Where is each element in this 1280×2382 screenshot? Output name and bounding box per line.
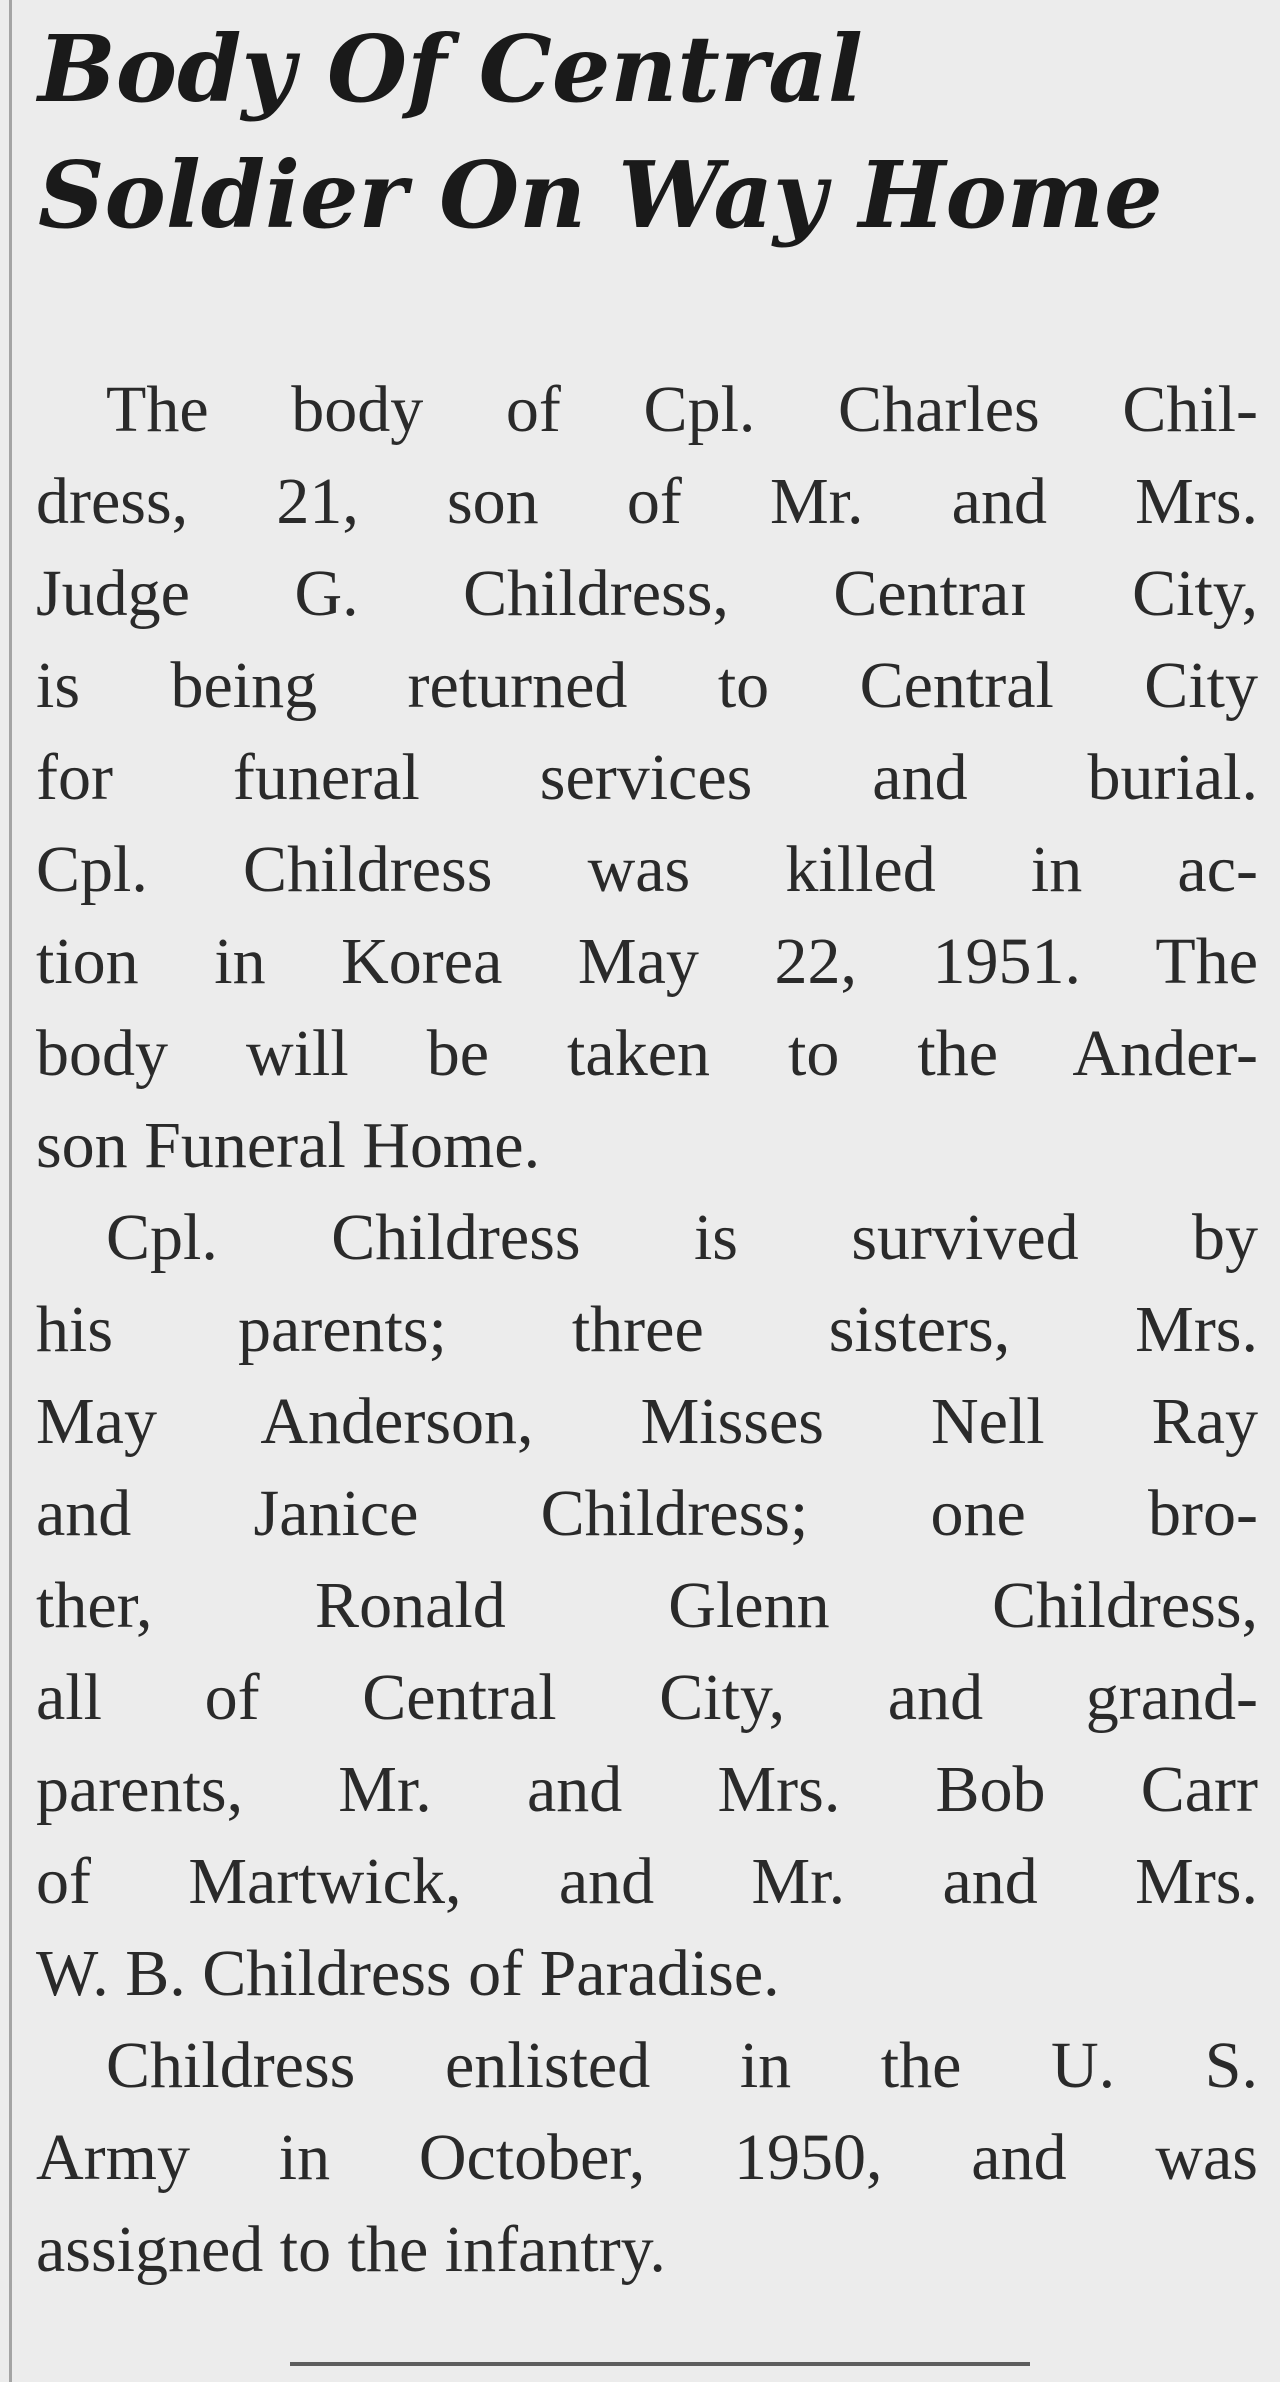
text-line: Childress enlisted in the U. S. [106,2029,1258,2102]
text-line: body will be taken to the Ander- [36,1017,1258,1090]
column-rule [9,0,12,2382]
headline-line-1: Body Of Central [38,15,863,123]
text-line: of Martwick, and Mr. and Mrs. [36,1845,1258,1918]
text-line: May Anderson, Misses Nell Ray [36,1385,1258,1458]
article-body [36,364,1258,2296]
text-line: son Funeral Home. [36,1109,541,1182]
text-line: dress, 21, son of Mr. and Mrs. [36,465,1258,538]
text-line: Cpl. Childress was killed in ac- [36,833,1258,906]
text-line: Army in October, 1950, and was [36,2121,1258,2194]
text-line: assigned to the infantry. [36,2213,666,2286]
text-line: Judge G. Childress, Centraɪ City, [36,557,1258,630]
headline-line-2: Soldier On Way Home [38,141,1163,249]
text-line: parents, Mr. and Mrs. Bob Carr [36,1753,1258,1826]
text-line: ther, Ronald Glenn Childress, [36,1569,1258,1642]
text-line: all of Central City, and grand- [36,1661,1258,1734]
bottom-rule [290,2362,1030,2366]
text-line: is being returned to Central City [36,649,1258,722]
paragraph-2 [36,1192,1258,2020]
text-line: for funeral services and burial. [36,741,1258,814]
text-line: The body of Cpl. Charles Chil- [106,373,1258,446]
paragraph-3 [36,2020,1258,2296]
text-line: Cpl. Childress is survived by [106,1201,1258,1274]
text-line: tion in Korea May 22, 1951. The [36,925,1258,998]
text-line: and Janice Childress; one bro- [36,1477,1258,1550]
text-line: his parents; three sisters, Mrs. [36,1293,1258,1366]
headline [38,6,1258,258]
text-line: W. B. Childress of Paradise. [36,1937,780,2010]
paragraph-1 [36,364,1258,1192]
